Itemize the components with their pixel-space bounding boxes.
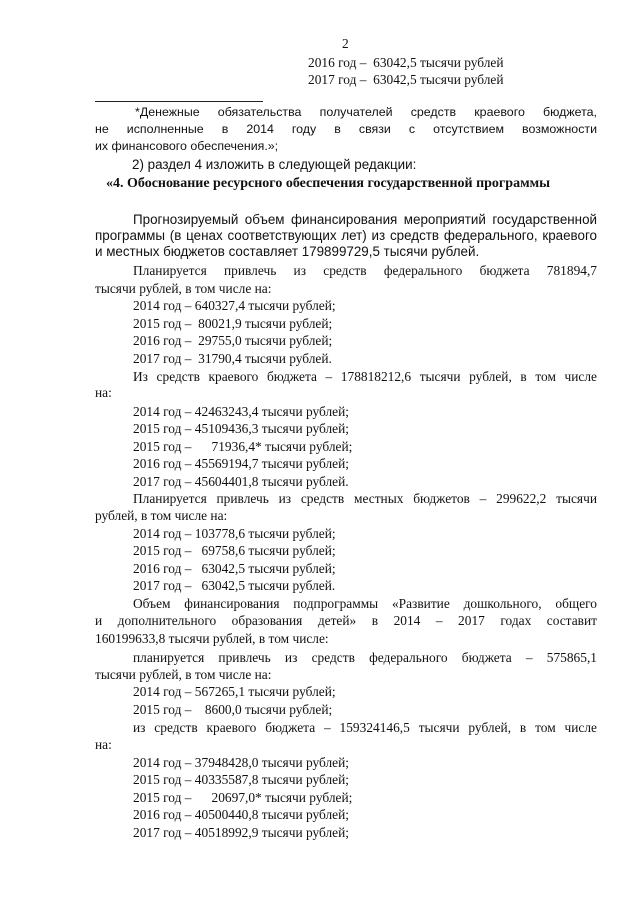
sub-reg-item: 2014 год – 37948428,0 тысячи рублей; [133,755,349,770]
sub-fed-line-1: планируется привлечь из средств федерального бюджета – 575865,1 [133,650,597,665]
local-item: 2017 год – 63042,5 тысячи рублей. [133,578,336,593]
sub-reg-item: 2015 год – 20697,0* тысячи рублей; [133,790,353,805]
top-line-2016: 2016 год – 63042,5 тысячи рублей [308,55,504,70]
section-heading: «4. Обоснование ресурсного обеспечения государственной программы [106,176,551,191]
p1-line-1: Прогнозируемый объем финансирования мероприятий государственной [133,212,597,227]
regional-item: 2017 год – 45604401,8 тысячи рублей. [133,474,349,489]
sub-fed-item: 2014 год – 567265,1 тысячи рублей; [133,684,336,699]
local-item: 2016 год – 63042,5 тысячи рублей; [133,561,336,576]
federal-item: 2017 год – 31790,4 тысячи рублей. [133,351,332,366]
federal-item: 2015 год – 80021,9 тысячи рублей; [133,316,333,331]
sub-fed-line-2: тысячи рублей, в том числе на: [95,667,272,682]
sub-line-3: 160199633,8 тысячи рублей, в том числе: [95,631,329,646]
local-item: 2014 год – 103778,6 тысячи рублей; [133,526,336,541]
sub-reg-item: 2015 год – 40335587,8 тысячи рублей; [133,772,349,787]
p1-line-3: и местных бюджетов составляет 179899729,5 тысячи рублей. [95,244,480,259]
regional-item: 2015 год – 71936,4* тысячи рублей; [133,439,353,454]
footnote-line-3: их финансового обеспечения.»; [95,139,279,153]
sub-line-1: Объем финансирования подпрограммы «Развитие дошкольного, общего [133,596,597,611]
sub-reg-item: 2017 год – 40518992,9 тысячи рублей; [133,825,349,840]
regional-line-2: на: [95,385,112,400]
federal-item: 2016 год – 29755,0 тысячи рублей; [133,333,333,348]
sub-line-2: и дополнительного образования детей» в 2014 – 2017 годах составит [95,613,597,628]
footnote-line-2: не исполненные в 2014 году в связи с отсутствием возможности [95,122,597,136]
local-item: 2015 год – 69758,6 тысячи рублей; [133,543,336,558]
footnote-line-1: *Денежные обязательства получателей средств краевого бюджета, [135,105,597,119]
regional-item: 2016 год – 45569194,7 тысячи рублей; [133,456,349,471]
footnote-separator [95,101,263,102]
local-line-1: Планируется привлечь из средств местных бюджетов – 299622,2 тысячи [133,491,597,506]
sub-reg-item: 2016 год – 40500440,8 тысячи рублей; [133,807,349,822]
sub-reg-line-2: на: [95,737,112,752]
section-intro: 2) раздел 4 изложить в следующей редакции: [132,157,417,172]
p1-line-2: программы (в ценах соответствующих лет) из средств федерального, краевого [95,228,597,243]
federal-item: 2014 год – 640327,4 тысячи рублей; [133,298,336,313]
regional-line-1: Из средств краевого бюджета – 178818212,6 тысячи рублей, в том числе [133,369,597,384]
sub-reg-line-1: из средств краевого бюджета – 159324146,5 тысячи рублей, в том числе [133,720,597,735]
page-number: 2 [342,36,349,51]
regional-item: 2014 год – 42463243,4 тысячи рублей; [133,404,349,419]
top-line-2017: 2017 год – 63042,5 тысячи рублей [308,72,504,87]
federal-line-2: тысячи рублей, в том числе на: [95,281,272,296]
regional-item: 2015 год – 45109436,3 тысячи рублей; [133,421,349,436]
local-line-2: рублей, в том числе на: [95,508,228,523]
federal-line-1: Планируется привлечь из средств федерального бюджета 781894,7 [133,263,597,278]
sub-fed-item: 2015 год – 8600,0 тысячи рублей; [133,702,333,717]
